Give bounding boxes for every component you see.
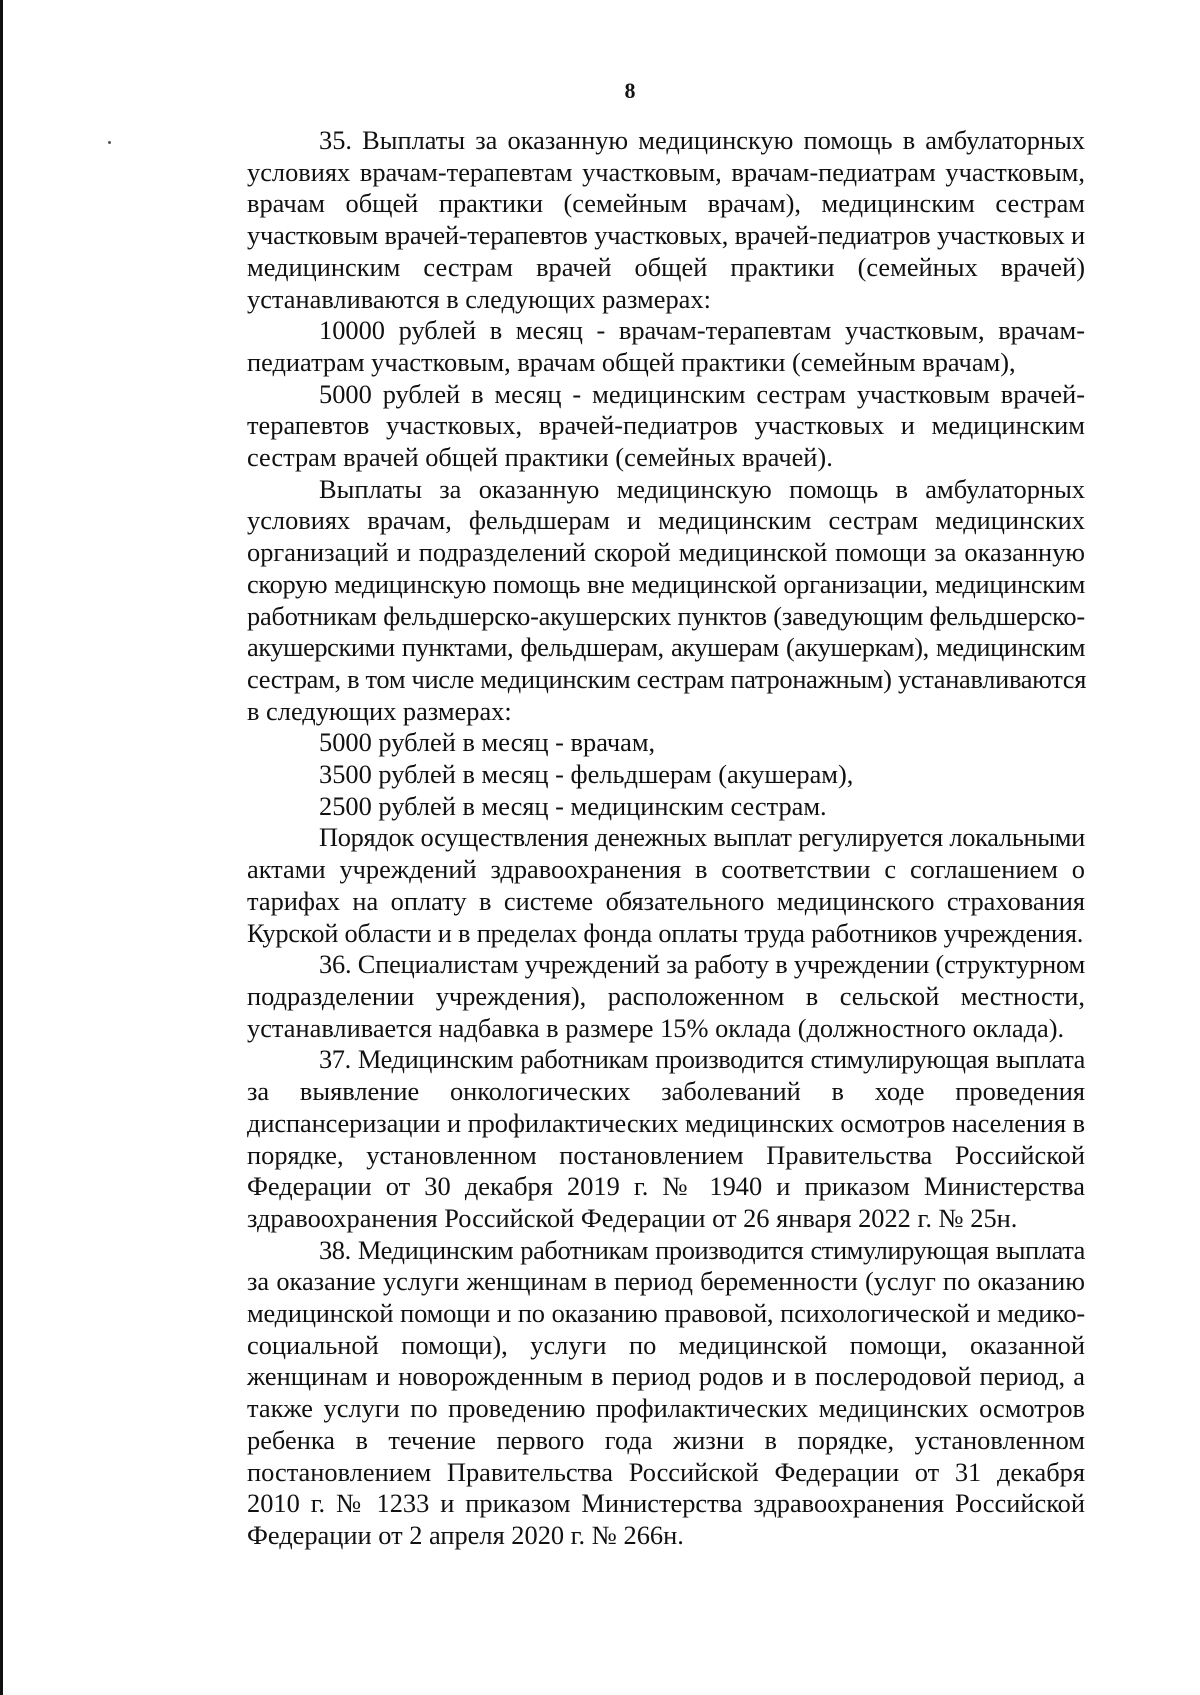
text-line: за оказание услуги женщинам в период беременности (услуг по оказанию (247, 1266, 1085, 1297)
text-line: медицинским сестрам врачей общей практики (семейных врачей) (247, 251, 1085, 282)
paragraph-p38 (175, 1235, 1085, 1552)
paragraph-p35-amount-3 (175, 727, 1085, 759)
text-line: актами учреждений здравоохранения в соответствии с соглашением о (247, 854, 1085, 885)
text-line: работникам фельдшерско-акушерских пунктов (заведующим фельдшерско- (247, 600, 1085, 631)
text-line: тарифах на оплату в системе обязательного медицинского страхования (247, 885, 1085, 916)
text-line: медицинской помощи и по оказанию правовой, психологической и медико- (247, 1298, 1085, 1329)
paragraph-p36 (175, 949, 1085, 1044)
text-line: педиатрам участковым, врачам общей практики (семейным врачам), (247, 346, 1016, 377)
text-line: сестрам врачей общей практики (семейных врачей). (247, 442, 833, 473)
text-line: врачам общей практики (семейным врачам), медицинским сестрам (247, 188, 1085, 219)
paragraph-p35 (175, 125, 1085, 315)
scan-speck (108, 141, 111, 144)
text-line: диспансеризации и профилактических медицинских осмотров населения в (247, 1107, 1085, 1138)
text-line: Федерации от 2 апреля 2020 г. № 266н. (247, 1519, 684, 1550)
text-line: 2500 рублей в месяц - медицинским сестрам. (319, 790, 827, 821)
text-line: 10000 рублей в месяц - врачам-терапевтам участковым, врачам- (319, 315, 1085, 346)
text-line: в следующих размерах: (247, 695, 512, 726)
paragraph-p35-procedure (175, 822, 1085, 949)
paragraph-p35-amount-5 (175, 791, 1085, 823)
text-line: участковым врачей-терапевтов участковых, врачей-педиатров участковых и (247, 220, 1085, 251)
document-body (175, 125, 1085, 1552)
text-line: Федерации от 30 декабря 2019 г. № 1940 и приказом Министерства (247, 1171, 1085, 1202)
text-line: подразделении учреждения), расположенном в сельской местности, (247, 980, 1085, 1011)
text-line: также услуги по проведению профилактических медицинских осмотров (247, 1393, 1085, 1424)
text-line: устанавливаются в следующих размерах: (247, 283, 711, 314)
paragraph-p35-ambulance (175, 474, 1085, 728)
paragraph-p35-amount-1 (175, 315, 1085, 378)
scan-left-edge (0, 0, 3, 1695)
text-line: акушерскими пунктами, фельдшерам, акушерам (акушеркам), медицинским (247, 632, 1085, 663)
text-line: 35. Выплаты за оказанную медицинскую помощь в амбулаторных (319, 125, 1085, 155)
paragraph-p37 (175, 1044, 1085, 1234)
text-line: 38. Медицинским работникам производится стимулирующая выплата (319, 1234, 1085, 1265)
text-line: Порядок осуществления денежных выплат регулируется локальными (319, 822, 1085, 853)
text-line: постановлением Правительства Российской Федерации от 31 декабря (247, 1456, 1085, 1487)
text-line: 36. Специалистам учреждений за работу в учреждении (структурном (319, 949, 1085, 980)
text-line: 5000 рублей в месяц - медицинским сестрам участковым врачей- (319, 378, 1085, 409)
text-line: ребенка в течение первого года жизни в порядке, установленном (247, 1424, 1085, 1455)
text-line: социальной помощи), услуги по медицинской помощи, оказанной (247, 1329, 1085, 1360)
paragraph-p35-amount-2 (175, 379, 1085, 474)
text-line: 3500 рублей в месяц - фельдшерам (акушерам), (319, 759, 854, 790)
text-line: терапевтов участковых, врачей-педиатров участковых и медицинским (247, 410, 1085, 441)
text-line: 2010 г. № 1233 и приказом Министерства здравоохранения Российской (247, 1488, 1085, 1519)
text-line: скорую медицинскую помощь вне медицинской организации, медицинским (247, 568, 1085, 599)
text-line: 37. Медицинским работникам производится стимулирующая выплата (319, 1044, 1085, 1075)
text-line: порядке, установленном постановлением Правительства Российской (247, 1139, 1085, 1170)
text-line: Курской области и в пределах фонда оплаты труда работников учреждения. (247, 917, 1084, 948)
text-line: устанавливается надбавка в размере 15% оклада (должностного оклада). (247, 1012, 1065, 1043)
text-line: за выявление онкологических заболеваний в ходе проведения (247, 1076, 1085, 1107)
text-line: условиях врачам-терапевтам участковым, врачам-педиатрам участковым, (247, 156, 1085, 187)
text-line: Выплаты за оказанную медицинскую помощь в амбулаторных (319, 473, 1085, 504)
text-line: организаций и подразделений скорой медицинской помощи за оказанную (247, 537, 1085, 568)
text-line: условиях врачам, фельдшерам и медицинским сестрам медицинских (247, 505, 1085, 536)
text-line: здравоохранения Российской Федерации от 26 января 2022 г. № 25н. (247, 1202, 1018, 1233)
text-line: сестрам, в том числе медицинским сестрам патронажным) устанавливаются (247, 663, 1087, 694)
text-line: женщинам и новорожденным в период родов и в послеродовой период, а (247, 1361, 1085, 1392)
paragraph-p35-amount-4 (175, 759, 1085, 791)
text-line: 5000 рублей в месяц - врачам, (319, 727, 656, 758)
page-number: 8 (624, 78, 636, 103)
